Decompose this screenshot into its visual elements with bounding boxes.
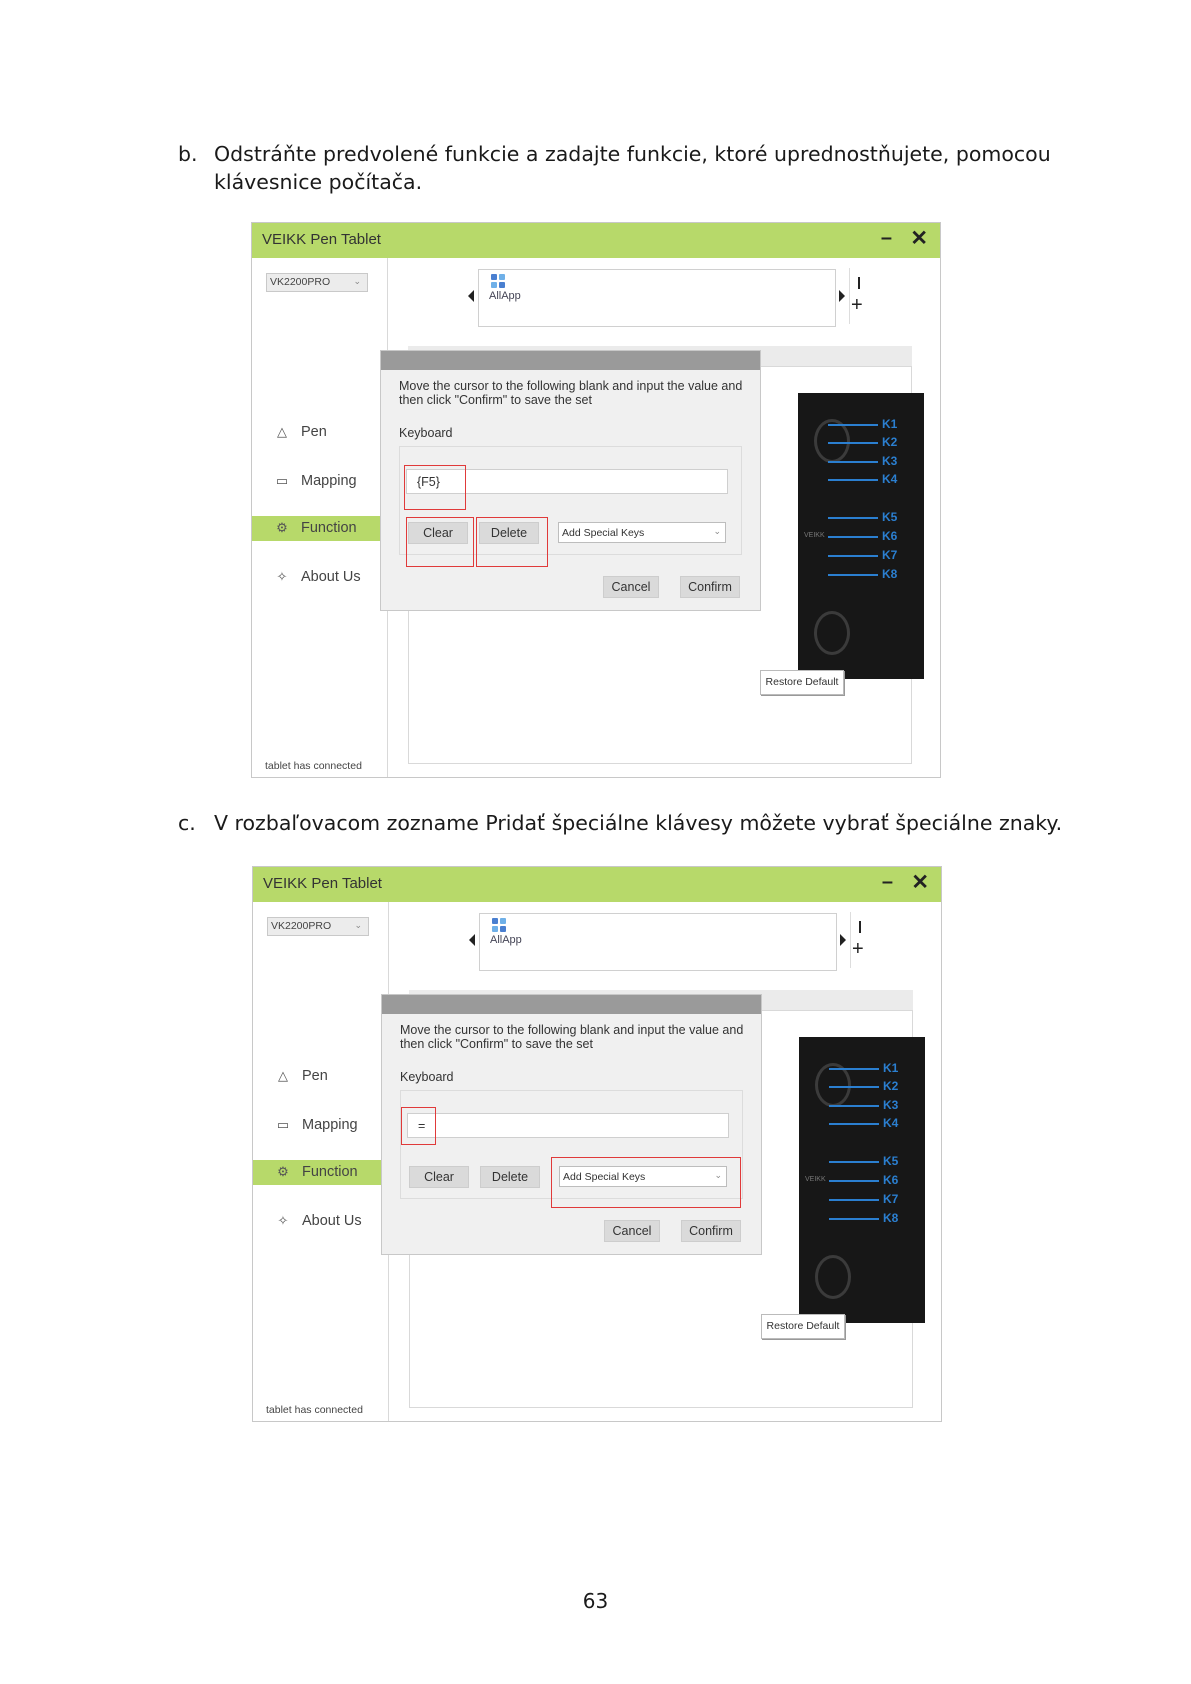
sidebar-item-about[interactable] xyxy=(253,1209,387,1234)
cancel-button[interactable]: Cancel xyxy=(603,576,659,598)
arrow-right-icon[interactable] xyxy=(840,934,846,946)
sidebar-item-function[interactable] xyxy=(253,1160,387,1185)
key-line xyxy=(829,1180,879,1182)
sidebar-item-label: Mapping xyxy=(302,1117,358,1133)
chevron-down-icon: ⌄ xyxy=(714,1170,722,1180)
key-line xyxy=(828,574,878,576)
step-text: Odstráňte predvolené funkcie a zadajte funkcie, ktoré uprednostňujete, pomocou klávesnice počítača. xyxy=(214,142,1051,194)
key-label: K7 xyxy=(883,1192,899,1206)
app-name: AllApp xyxy=(490,934,522,946)
key-line xyxy=(829,1068,879,1070)
add-app-icon[interactable]: + xyxy=(851,294,863,316)
device-select[interactable] xyxy=(267,917,369,936)
key-label: K3 xyxy=(882,454,898,468)
app-icon[interactable] xyxy=(491,274,505,288)
cancel-button[interactable]: Cancel xyxy=(604,1220,660,1242)
monitor-icon: ▭ xyxy=(276,1117,290,1132)
key-label: K8 xyxy=(883,1211,899,1225)
sidebar xyxy=(252,258,388,777)
arrow-right-icon[interactable] xyxy=(839,290,845,302)
chevron-down-icon: ⌄ xyxy=(354,920,362,930)
highlight-clear xyxy=(406,517,474,567)
key-label: K1 xyxy=(883,1061,899,1075)
sidebar-item-mapping[interactable] xyxy=(253,1113,387,1138)
device-name: VK2200PRO xyxy=(270,276,331,288)
key-line xyxy=(829,1105,879,1107)
hotkey-input[interactable]: {F5} xyxy=(406,469,728,494)
key-label: K4 xyxy=(882,472,898,486)
step-letter: c. xyxy=(178,811,196,835)
sidebar-item-mapping[interactable] xyxy=(252,469,386,494)
device-name: VK2200PRO xyxy=(271,920,332,932)
key-line xyxy=(828,536,878,538)
sidebar-item-label: About Us xyxy=(302,1213,362,1229)
knob-bottom xyxy=(815,1255,851,1299)
highlight-delete xyxy=(476,517,548,567)
sidebar-item-label: Pen xyxy=(302,1068,328,1084)
window-title: VEIKK Pen Tablet xyxy=(263,875,382,892)
monitor-icon: ▭ xyxy=(275,473,289,488)
device-select[interactable] xyxy=(266,273,368,292)
remove-app-icon[interactable] xyxy=(859,921,861,933)
knob-bottom xyxy=(814,611,850,655)
hotkey-dialog xyxy=(382,995,761,1254)
screenshot-1 xyxy=(251,222,941,778)
sidebar-item-label: Mapping xyxy=(301,473,357,489)
highlight-special-keys xyxy=(551,1157,741,1208)
minimize-icon[interactable]: – xyxy=(880,227,892,249)
confirm-button[interactable]: Confirm xyxy=(680,576,740,598)
key-label: K8 xyxy=(882,567,898,581)
clear-button[interactable]: Clear xyxy=(409,1166,469,1188)
brand-logo: VEIKK xyxy=(805,1176,826,1183)
key-label: K2 xyxy=(882,435,898,449)
key-line xyxy=(828,479,878,481)
hidden-key-labels xyxy=(514,630,734,640)
add-app-icon[interactable]: + xyxy=(852,938,864,960)
hotkey-input[interactable]: = xyxy=(407,1113,729,1138)
keyboard-label: Keyboard xyxy=(400,1070,454,1084)
confirm-button[interactable]: Confirm xyxy=(681,1220,741,1242)
key-line xyxy=(829,1086,879,1088)
key-label: K3 xyxy=(883,1098,899,1112)
dialog-instruction: Move the cursor to the following blank and input the value and then click "Confirm" to save the set xyxy=(399,379,743,407)
special-keys-label: Add Special Keys xyxy=(563,1171,646,1183)
key-label: K4 xyxy=(883,1116,899,1130)
window-title: VEIKK Pen Tablet xyxy=(262,231,381,248)
connection-status: tablet has connected xyxy=(265,760,362,772)
key-line xyxy=(828,442,878,444)
minimize-icon[interactable]: – xyxy=(881,871,893,893)
gear-icon: ⚙ xyxy=(277,1164,289,1179)
chevron-down-icon: ⌄ xyxy=(713,526,721,536)
key-line xyxy=(829,1218,879,1220)
key-line xyxy=(828,424,878,426)
key-line xyxy=(828,461,878,463)
highlight-field xyxy=(404,465,466,510)
key-line xyxy=(829,1123,879,1125)
arrow-left-icon[interactable] xyxy=(469,934,475,946)
special-keys-select[interactable] xyxy=(558,522,726,543)
dialog-title-bar xyxy=(381,351,760,370)
step-text: V rozbaľovacom zozname Pridať špeciálne klávesy môžete vybrať špeciálne znaky. xyxy=(214,811,1063,835)
key-label: K5 xyxy=(883,1154,899,1168)
sidebar-item-label: About Us xyxy=(301,569,361,585)
step-letter: b. xyxy=(178,142,198,166)
remove-app-icon[interactable] xyxy=(858,277,860,289)
pulse-icon: ✧ xyxy=(277,1213,289,1228)
sidebar-item-label: Function xyxy=(301,520,357,536)
close-icon[interactable]: ✕ xyxy=(911,871,929,894)
key-label: K2 xyxy=(883,1079,899,1093)
keyboard-label: Keyboard xyxy=(399,426,453,440)
close-icon[interactable]: ✕ xyxy=(910,227,928,250)
sidebar-item-label: Pen xyxy=(301,424,327,440)
pen-icon: △ xyxy=(277,424,287,439)
sidebar xyxy=(253,902,389,1421)
key-line xyxy=(829,1161,879,1163)
key-line xyxy=(828,555,878,557)
key-label: K1 xyxy=(882,417,898,431)
restore-default-button[interactable]: Restore Default xyxy=(761,1314,845,1339)
dialog-title-bar xyxy=(382,995,761,1014)
brand-logo: VEIKK xyxy=(804,532,825,539)
delete-button[interactable]: Delete xyxy=(479,522,539,544)
sidebar-item-function[interactable] xyxy=(252,516,386,541)
clear-button[interactable]: Clear xyxy=(408,522,468,544)
key-line xyxy=(828,517,878,519)
special-keys-label: Add Special Keys xyxy=(562,527,645,539)
chevron-down-icon: ⌄ xyxy=(353,276,361,286)
hotkey-dialog xyxy=(381,351,760,610)
app-list xyxy=(478,269,836,327)
app-icon[interactable] xyxy=(492,918,506,932)
key-label: K7 xyxy=(882,548,898,562)
arrow-left-icon[interactable] xyxy=(468,290,474,302)
delete-button[interactable]: Delete xyxy=(480,1166,540,1188)
title-bar xyxy=(253,867,941,902)
connection-status: tablet has connected xyxy=(266,1404,363,1416)
restore-default-button[interactable]: Restore Default xyxy=(760,670,844,695)
hidden-key-labels xyxy=(515,1274,735,1284)
sidebar-item-about[interactable] xyxy=(252,565,386,590)
key-label: K5 xyxy=(882,510,898,524)
sidebar-item-pen[interactable] xyxy=(253,1064,387,1089)
key-line xyxy=(829,1199,879,1201)
pen-icon: △ xyxy=(278,1068,288,1083)
sidebar-item-pen[interactable] xyxy=(252,420,386,445)
pulse-icon: ✧ xyxy=(276,569,288,584)
app-name: AllApp xyxy=(489,290,521,302)
app-list xyxy=(479,913,837,971)
sidebar-item-label: Function xyxy=(302,1164,358,1180)
screenshot-2 xyxy=(252,866,942,1422)
title-bar xyxy=(252,223,940,258)
gear-icon: ⚙ xyxy=(276,520,288,535)
dialog-instruction: Move the cursor to the following blank and input the value and then click "Confirm" to save the set xyxy=(400,1023,744,1051)
app-list-controls xyxy=(850,912,868,968)
highlight-field xyxy=(401,1107,436,1145)
key-label: K6 xyxy=(883,1173,899,1187)
page-number: 63 xyxy=(582,1589,609,1613)
key-label: K6 xyxy=(882,529,898,543)
app-list-controls xyxy=(849,268,867,324)
